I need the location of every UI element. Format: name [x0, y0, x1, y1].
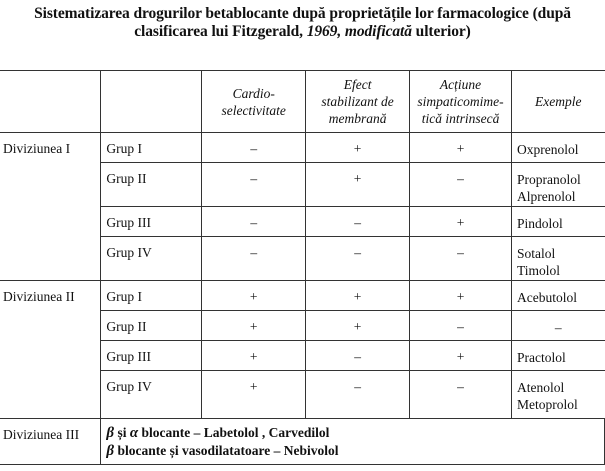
group-cell: Grup III [101, 207, 202, 237]
title-line-2-start: clasificarea lui Fitzgerald, [134, 23, 303, 40]
actiune-cell: + [410, 341, 512, 371]
header-actiune [410, 71, 512, 133]
cardio-cell: + [202, 371, 306, 419]
table-row [0, 133, 605, 163]
division-3-and: și [114, 424, 130, 440]
example-2: Alprenolol [517, 189, 576, 204]
header-efect-line2: stabilizant de [321, 94, 394, 109]
actiune-cell: – [410, 237, 512, 281]
example-1: Pindolol [517, 216, 563, 231]
example-1: Oxprenolol [517, 142, 579, 157]
group-cell: Grup III [101, 341, 202, 371]
example-cell [512, 163, 605, 207]
group-cell: Grup II [101, 163, 202, 207]
efect-cell: – [306, 341, 410, 371]
actiune-cell: + [410, 207, 512, 237]
efect-cell: – [306, 371, 410, 419]
efect-cell: – [306, 207, 410, 237]
header-efect-line1: Efect [343, 77, 372, 92]
division-3-note [101, 419, 605, 465]
document-title [0, 5, 605, 41]
actiune-cell: – [410, 371, 512, 419]
actiune-cell: + [410, 133, 512, 163]
example-cell [512, 311, 605, 341]
cardio-cell: + [202, 341, 306, 371]
group-cell: Grup IV [101, 237, 202, 281]
example-1: Practolol [517, 350, 566, 365]
example-1: Propranolol [517, 172, 581, 187]
division-3-line-1-text: blocante – Labetolol , Carvedilol [138, 424, 330, 440]
cardio-cell: – [202, 237, 306, 281]
efect-cell: – [306, 237, 410, 281]
division-3-line-2 [106, 442, 599, 460]
example-2: Timolol [517, 263, 561, 278]
cardio-cell: – [202, 163, 306, 207]
header-efect [306, 71, 410, 133]
division-3-line-1 [106, 424, 599, 442]
group-cell: Grup IV [101, 371, 202, 419]
alpha-symbol: α [129, 424, 139, 441]
header-empty-1 [0, 71, 101, 133]
division-3-line-2-text: blocante și vasodilatatoare – Nebivolol [114, 442, 339, 458]
efect-cell: + [306, 163, 410, 207]
header-cardio-line2: selectivitate [221, 102, 286, 118]
efect-cell: + [306, 281, 410, 311]
table-row [0, 281, 605, 311]
example-1: – [554, 320, 562, 335]
division-label: Diviziunea II [0, 281, 101, 419]
example-cell [512, 341, 605, 371]
example-cell [512, 371, 605, 419]
header-empty-2 [101, 71, 202, 133]
header-cardio [202, 71, 306, 133]
actiune-cell: + [410, 281, 512, 311]
efect-cell: + [306, 311, 410, 341]
title-line-2 [0, 23, 605, 41]
division-label: Diviziunea III [0, 419, 101, 465]
division-label: Diviziunea I [0, 133, 101, 281]
group-cell: Grup I [101, 133, 202, 163]
example-cell [512, 207, 605, 237]
title-line-2-end: ulterior) [415, 23, 471, 40]
cardio-cell: – [202, 207, 306, 237]
title-line-1: Sistematizarea drogurilor betablocante după proprietățile lor farmacologice (după [34, 5, 571, 22]
example-1: Atenolol [517, 380, 565, 395]
example-1: Sotalol [517, 246, 556, 261]
header-actiune-line2: simpaticomime- [417, 94, 504, 109]
beta-symbol: β [106, 442, 115, 459]
cardio-cell: – [202, 133, 306, 163]
header-actiune-line3: tică intrinsecă [421, 111, 500, 126]
actiune-cell: – [410, 311, 512, 341]
actiune-cell: – [410, 163, 512, 207]
table-row [0, 419, 605, 465]
cardio-cell: + [202, 281, 306, 311]
header-actiune-line1: Acțiune [439, 77, 482, 92]
beta-blocker-table [0, 70, 605, 465]
beta-symbol: β [106, 424, 115, 441]
example-cell [512, 281, 605, 311]
cardio-cell: + [202, 311, 306, 341]
example-cell [512, 237, 605, 281]
efect-cell: + [306, 133, 410, 163]
header-row [0, 71, 605, 133]
header-exemple: Exemple [512, 71, 605, 133]
example-1: Acebutolol [517, 290, 578, 305]
group-cell: Grup I [101, 281, 202, 311]
group-cell: Grup II [101, 311, 202, 341]
title-line-2-italic: 1969, modificată [306, 23, 412, 40]
header-efect-line3: membrană [328, 111, 387, 126]
header-cardio-line1: Cardio- [232, 85, 275, 101]
example-cell [512, 133, 605, 163]
example-2: Metoprolol [517, 397, 578, 412]
